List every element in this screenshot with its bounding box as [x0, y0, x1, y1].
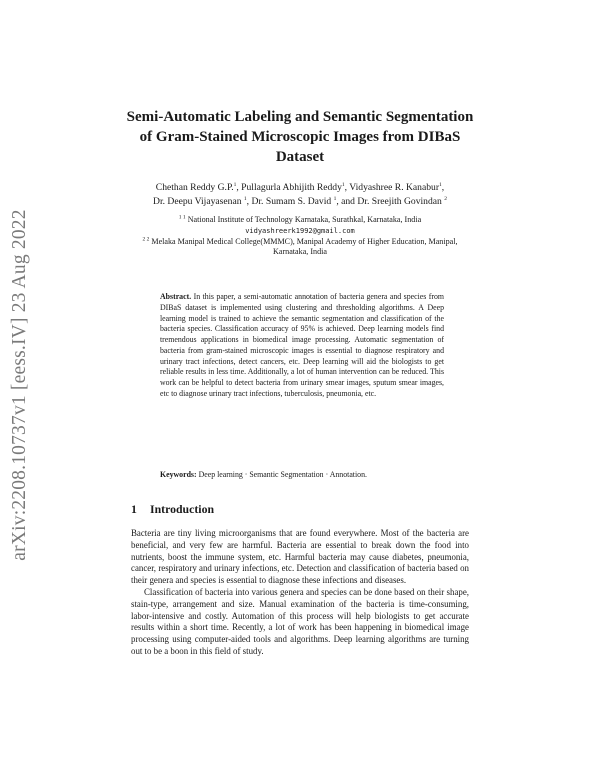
affiliation-mark: 1: [233, 181, 237, 188]
author: Dr. Deepu Vijayasenan: [153, 195, 242, 207]
affiliation-text: Melaka Manipal Medical College(MMMC), Manipal Academy of Higher Education, Manipal, Karnataka, India: [151, 236, 458, 257]
paper-title: Semi-Automatic Labeling and Semantic Segmentation of Gram-Stained Microscopic Images from DIBaS Dataset: [126, 109, 474, 165]
affiliations: [130, 215, 470, 258]
affiliation-mark: 2: [444, 195, 447, 202]
arxiv-sidebar-stamp: [6, 200, 34, 570]
keywords: [160, 470, 460, 481]
section-title: Introduction: [150, 502, 215, 516]
abstract: [160, 292, 444, 400]
keywords-label: Keywords:: [160, 470, 197, 479]
abstract-text: In this paper, a semi-automatic annotation of bacteria genera and species from DIBaS dataset is implemented using clustering and thresholding algorithms. A Deep learning model is trained to achieve the semantic segmentation and classification of the bacteria species. Classification accuracy of 95% is achieved. Deep learning models find tremendous applications in biomedical image processing. Automatic segmentation of bacteria from gram-stained microscopic images is essential to diagnose respiratory and urinary tract infections, detect cancers, etc. Deep learning will aid the biologists to get reliable results in less time. Additionally, a lot of human intervention can be reduced. This work can be helpful to detect bacteria from urinary smear images, sputum smear images, etc to diagnose urinary tract infections, tuberculosis, pneumonia, etc.: [160, 292, 445, 398]
paragraph: Bacteria are tiny living microorganisms that are found everywhere. Most of the bacteria are beneficial, and very few are harmful. Bacteria are essential to break down the food into nutrients, boost the immune system, etc. Harmful bacteria may cause diabetes, pneumonia, cancer, respiratory and urinary infections, etc. Detection and classification of bacteria based on their genera and species is essential to diagnose these infections and diseases.: [131, 528, 469, 586]
author: Dr. Sumam S. David: [251, 195, 332, 207]
author-list: Chethan Reddy G.P.$^1$, Pullagurla Abhijith Reddy$^1$, Vidyashree R. Kanabur$^1$, Dr. Deepu Vijayasenan $^1$, Dr. Sumam S. David $^1$, and Dr. Sreejith Govindan $^2$: [153, 181, 447, 207]
author: Vidyashree R. Kanabur: [349, 182, 440, 193]
section-heading: [131, 502, 214, 517]
introduction-body: [131, 528, 469, 658]
affiliation-mark: 1: [341, 181, 345, 188]
abstract-label: Abstract.: [160, 292, 192, 301]
paragraph: Classification of bacteria into various genera and species can be done based on their shape, stain-type, arrangement and size. Manual examination of the bacteria is time-consuming, labor-intensive and costly. Automation of this process will help biologists to get accurate results within a short time. Recently, a lot of work has been happening in biomedical image processing using computer-aided tools and algorithms. Deep learning algorithms are turning out to be a boon in this field of study.: [131, 586, 469, 656]
keywords-text: Deep learning · Semantic Segmentation · Annotation.: [198, 470, 367, 479]
section-number: 1: [131, 502, 137, 516]
author: Pullagurla Abhijith Reddy: [241, 182, 342, 193]
affiliation-text: National Institute of Technology Karnataka, Surathkal, Karnataka, India: [187, 215, 422, 224]
affiliation-marks: 2 2: [142, 235, 150, 242]
affiliation-mark: 1: [243, 195, 247, 202]
author-email: vidyashreerk1992@gmail.com: [245, 226, 355, 235]
arxiv-identifier: arXiv:2208.10737v1 [eess.IV] 23 Aug 2022: [9, 209, 30, 561]
affiliation-mark: 1: [333, 195, 337, 202]
affiliation-mark: 1: [439, 181, 442, 188]
author: and Dr. Sreejith Govindan: [341, 195, 442, 207]
affiliation-2: [130, 237, 470, 259]
affiliation-marks: 1 1: [178, 214, 186, 221]
affiliation-1: [130, 215, 470, 226]
author: Chethan Reddy G.P.: [155, 182, 234, 193]
